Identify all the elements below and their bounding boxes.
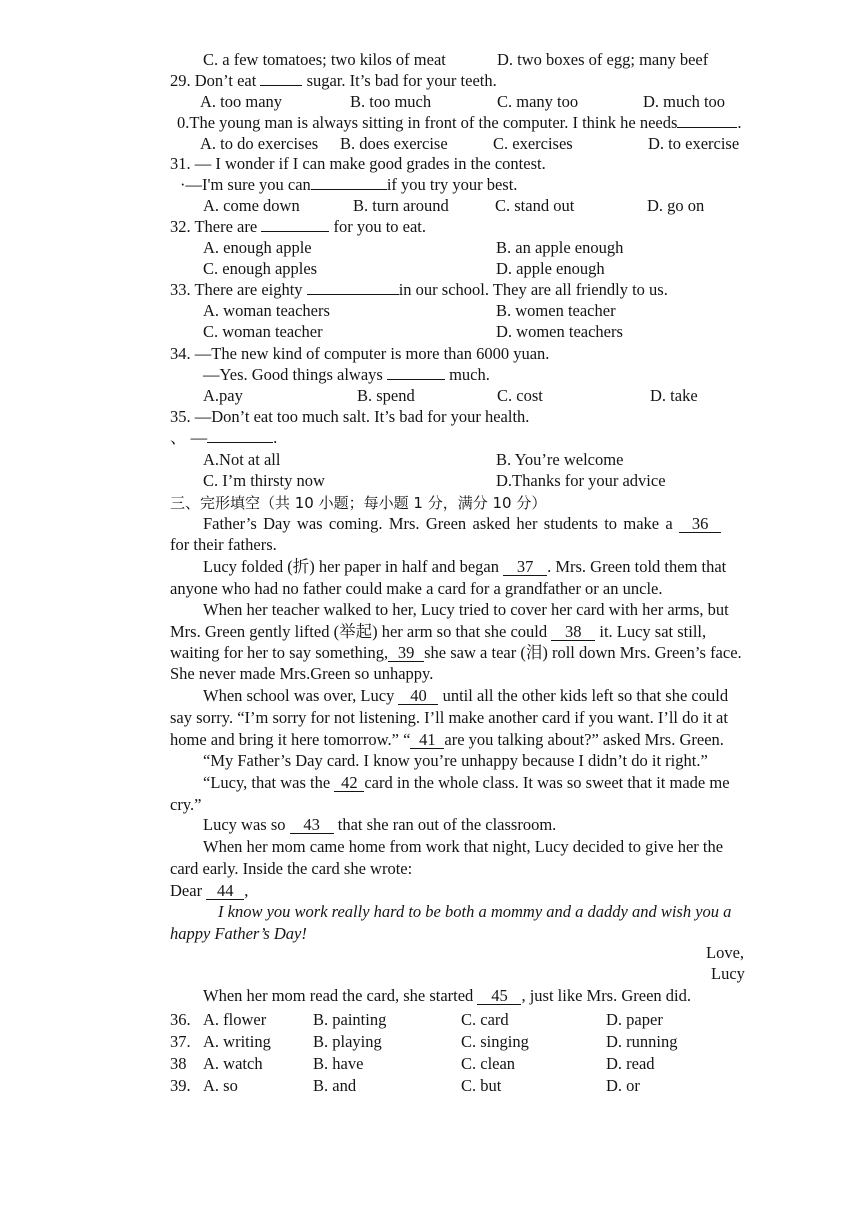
answer-option-d: D. paper (606, 1010, 663, 1029)
q31-blank (311, 189, 387, 190)
passage-line (170, 643, 742, 663)
blank-38: 38 (551, 624, 595, 641)
passage-line: card early. Inside the card she wrote: (170, 859, 413, 878)
q32-option-d: D. apple enough (496, 259, 605, 278)
q28-option-c: C. a few tomatoes; two kilos of meat (203, 50, 446, 69)
passage-text: until all the other kids left so that she could (442, 686, 729, 705)
q29-blank (260, 85, 302, 86)
q35-line1: 35. —Don’t eat too much salt. It’s bad for your health. (170, 407, 530, 426)
q35-option-b: B. You’re welcome (496, 450, 624, 469)
blank-40: 40 (398, 688, 438, 705)
q33-option-c: C. woman teacher (203, 322, 323, 341)
q35-stem-pre: 、 — (170, 428, 208, 447)
blank-37: 37 (503, 559, 547, 576)
q33-option-a: A. woman teachers (203, 301, 330, 320)
answer-option-d: D. running (606, 1032, 678, 1051)
passage-line: When her teacher walked to her, Lucy tried to cover her card with her arms, but (203, 600, 729, 619)
q32-stem-pre: 32. There are (170, 217, 258, 236)
passage-text: Father’s Day was coming. Mrs. Green asked her students to make a (203, 514, 673, 533)
passage-line (203, 514, 721, 534)
q28-option-d: D. two boxes of egg; many beef (497, 50, 709, 69)
passage-line (203, 986, 691, 1006)
blank-44: 44 (206, 883, 244, 900)
q33-stem-pre: 33. There are eighty (170, 280, 303, 299)
q32-stem-post: for you to eat. (333, 217, 427, 236)
passage-text: she saw a tear (泪) roll down Mrs. Green’s face. (424, 643, 742, 662)
answer-option-d: D. read (606, 1054, 655, 1073)
letter-salutation (170, 881, 248, 901)
passage-text: it. Lucy sat still, (599, 622, 707, 641)
q30-option-d: D. to exercise (648, 134, 740, 153)
q32-stem (170, 217, 426, 237)
q34-option-c: C. cost (497, 386, 543, 405)
answer-option-a: A. so (203, 1076, 238, 1095)
passage-line: When her mom came home from work that night, Lucy decided to give her the (203, 837, 724, 856)
q29-option-a: A. too many (200, 92, 283, 111)
q35-option-c: C. I’m thirsty now (203, 471, 325, 490)
q29-option-c: C. many too (497, 92, 579, 111)
q29-stem (170, 71, 497, 91)
q31-stem-post: if you try your best. (386, 175, 518, 194)
letter-signature: Lucy (711, 964, 745, 983)
q34-option-b: B. spend (357, 386, 415, 405)
q34-stem-post: much. (449, 365, 490, 384)
passage-line (170, 730, 724, 750)
blank-42: 42 (334, 775, 364, 792)
passage-text: are you talking about?” asked Mrs. Green. (444, 730, 724, 749)
q35-option-a: A.Not at all (203, 450, 281, 469)
answer-option-b: B. and (313, 1076, 357, 1095)
q33-blank (307, 294, 399, 295)
answer-option-b: B. have (313, 1054, 364, 1073)
answer-option-c: C. card (461, 1010, 509, 1029)
passage-text: “Lucy, that was the (203, 773, 331, 792)
q34-option-d: D. take (650, 386, 698, 405)
letter-body: happy Father’s Day! (170, 924, 307, 943)
q31-option-b: B. turn around (353, 196, 449, 215)
section-heading: 三、完形填空（共 10 小题；每小题 1 分，满分 10 分） (170, 494, 547, 512)
blank-39: 39 (388, 645, 424, 662)
passage-text: When school was over, Lucy (203, 686, 395, 705)
q30-stem-post: . (737, 113, 742, 132)
blank-36: 36 (679, 516, 721, 533)
q32-option-a: A. enough apple (203, 238, 312, 257)
q33-stem-post: in our school. They are all friendly to us. (398, 280, 668, 299)
blank-45: 45 (477, 988, 521, 1005)
passage-text: that she ran out of the classroom. (337, 815, 557, 834)
letter-closing: Love, (706, 943, 745, 962)
q31-line1: 31. — I wonder if I can make good grades in the contest. (170, 154, 546, 173)
q32-option-c: C. enough apples (203, 259, 318, 278)
passage-text: Lucy folded (折) her paper in half and began (203, 557, 499, 576)
q33-stem (170, 280, 668, 300)
answer-number: 39. (170, 1076, 191, 1095)
passage-line: “My Father’s Day card. I know you’re unhappy because I didn’t do it right.” (203, 751, 708, 770)
q34-line2 (203, 365, 490, 385)
blank-43: 43 (290, 817, 334, 834)
answer-option-c: C. but (461, 1076, 502, 1095)
q34-option-a: A.pay (203, 386, 243, 405)
passage-text: Mrs. Green gently lifted (举起) her arm so that she could (170, 622, 548, 641)
q31-option-d: D. go on (647, 196, 705, 215)
q32-option-b: B. an apple enough (496, 238, 624, 257)
answer-number: 38 (170, 1054, 187, 1073)
passage-text: , just like Mrs. Green did. (521, 986, 691, 1005)
passage-line (203, 773, 730, 793)
q30-option-b: B. does exercise (340, 134, 448, 153)
q33-option-b: B. women teacher (496, 301, 616, 320)
passage-text: Lucy was so (203, 815, 286, 834)
passage-line (203, 686, 728, 706)
q31-stem-pre: ·—I'm sure you can (180, 175, 311, 194)
q33-option-d: D. women teachers (496, 322, 623, 341)
letter-body: I know you work really hard to be both a mommy and a daddy and wish you a (218, 902, 732, 921)
answer-option-c: C. singing (461, 1032, 529, 1051)
passage-line: for their fathers. (170, 535, 277, 554)
q34-line1: 34. —The new kind of computer is more than 6000 yuan. (170, 344, 550, 363)
passage-text: Dear (170, 881, 203, 900)
answer-option-b: B. playing (313, 1032, 382, 1051)
q30-option-c: C. exercises (493, 134, 573, 153)
passage-line (203, 815, 556, 835)
passage-text: home and bring it here tomorrow.” “ (170, 730, 411, 749)
q31-option-c: C. stand out (495, 196, 575, 215)
passage-text: card in the whole class. It was so sweet that it made me (364, 773, 730, 792)
passage-text: . Mrs. Green told them that (547, 557, 727, 576)
q32-blank (261, 231, 329, 232)
q30-stem (177, 113, 742, 133)
q35-line2 (170, 428, 277, 448)
answer-option-a: A. writing (203, 1032, 271, 1051)
passage-line: She never made Mrs.Green so unhappy. (170, 664, 434, 683)
q31-line2 (180, 175, 517, 195)
q34-stem-pre: —Yes. Good things always (203, 365, 383, 384)
q35-blank (207, 442, 273, 443)
passage-line (170, 622, 706, 642)
answer-option-c: C. clean (461, 1054, 516, 1073)
q30-option-a: A. to do exercises (200, 134, 319, 153)
answer-option-b: B. painting (313, 1010, 387, 1029)
passage-line: anyone who had no father could make a card for a grandfather or an uncle. (170, 579, 663, 598)
answer-option-d: D. or (606, 1076, 640, 1095)
q31-option-a: A. come down (203, 196, 300, 215)
passage-text: When her mom read the card, she started (203, 986, 474, 1005)
answer-number: 37. (170, 1032, 191, 1051)
q30-blank (677, 127, 737, 128)
answer-option-a: A. flower (203, 1010, 267, 1029)
q29-option-b: B. too much (350, 92, 432, 111)
passage-line: say sorry. “I’m sorry for not listening. I’ll make another card if you want. I’ll do it at (170, 708, 728, 727)
q35-stem-post: . (273, 428, 278, 447)
answer-number: 36. (170, 1010, 191, 1029)
passage-text: , (244, 881, 249, 900)
passage-text: waiting for her to say something, (170, 643, 389, 662)
q29-stem-post: sugar. It’s bad for your teeth. (306, 71, 497, 90)
q35-option-d: D.Thanks for your advice (496, 471, 666, 490)
q34-blank (387, 379, 445, 380)
passage-line: cry.” (170, 795, 202, 814)
answer-option-a: A. watch (203, 1054, 263, 1073)
blank-41: 41 (410, 732, 444, 749)
q30-stem-pre: 0.The young man is always sitting in front of the computer. I think he needs (177, 113, 678, 132)
q29-stem-pre: 29. Don’t eat (170, 71, 257, 90)
q29-option-d: D. much too (643, 92, 726, 111)
passage-line (203, 557, 726, 577)
